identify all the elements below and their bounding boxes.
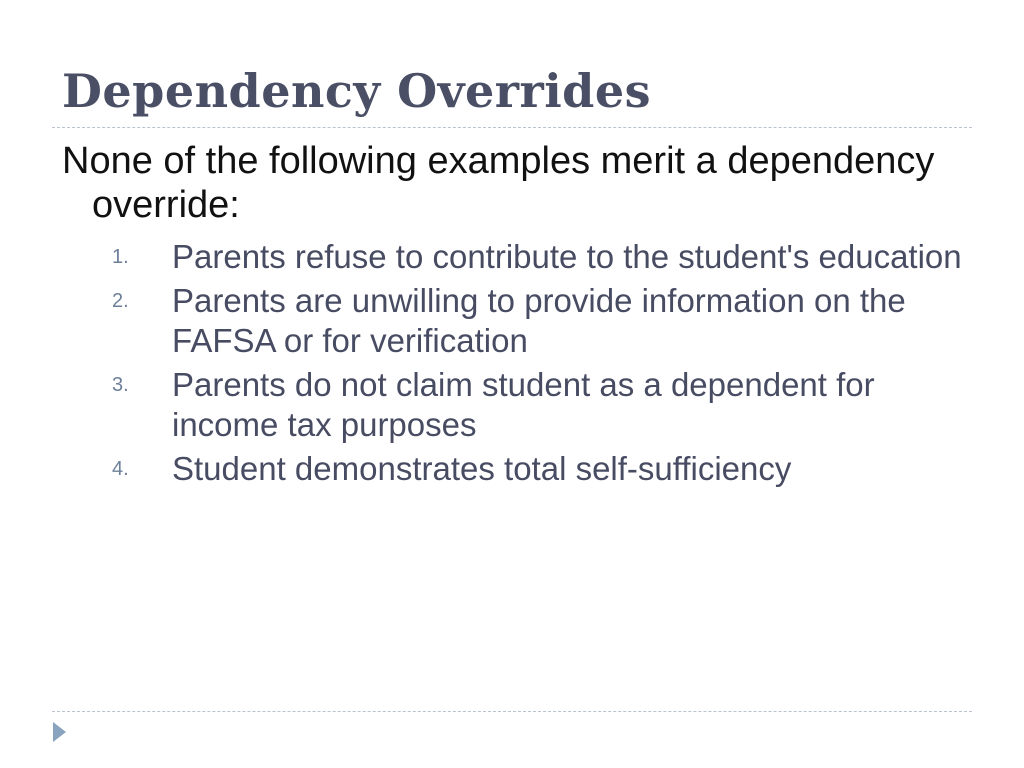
list-item-number: 4. xyxy=(112,458,129,480)
override-examples-list xyxy=(62,237,962,489)
lead-text: None of the following examples merit a dependency override: xyxy=(62,140,935,226)
triangle-right-icon xyxy=(53,722,66,742)
list-item-number: 1. xyxy=(112,246,129,268)
list-item-text: Student demonstrates total self-sufficiency xyxy=(172,450,792,487)
list-item xyxy=(62,365,962,445)
list-item-number: 3. xyxy=(112,374,129,396)
slide-body xyxy=(62,139,962,493)
list-item-text: Parents refuse to contribute to the student's education xyxy=(172,238,962,275)
list-item xyxy=(62,449,962,489)
list-item-number: 2. xyxy=(112,290,129,312)
list-item xyxy=(62,237,962,277)
title-divider xyxy=(52,127,972,128)
list-item xyxy=(62,281,962,361)
list-item-text: Parents are unwilling to provide information on the FAFSA or for verification xyxy=(172,282,906,359)
footer-divider xyxy=(52,711,972,712)
list-item-text: Parents do not claim student as a dependent for income tax purposes xyxy=(172,366,875,443)
slide-title: Dependency Overrides xyxy=(62,64,651,118)
